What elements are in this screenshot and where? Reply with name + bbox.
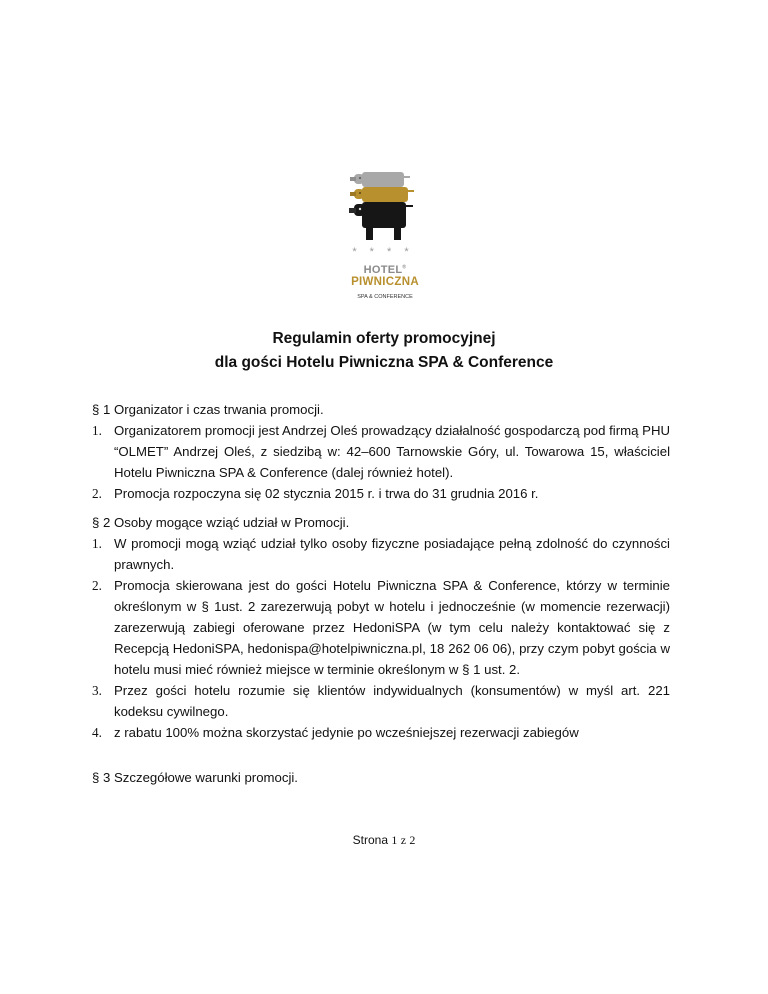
section-2-list xyxy=(92,533,670,743)
page-footer xyxy=(0,833,768,848)
document-title: Regulamin oferty promocyjnej xyxy=(272,330,496,347)
footer-page: 1 xyxy=(391,833,398,847)
list-item: 2. Promocja skierowana jest do gości Hotelu Piwniczna SPA & Conference, którzy w terminie określonym w § 1ust. 2 zarezerwują pobyt w hotelu i jednocześnie (w momencie rezerwacji) zarezerwują zabiegi oferowane przez HedoniSPA (w tym celu należy kontaktować się z Recepcją HedoniSPA, hedonispa@hotelpiwniczna.pl, 18 262 06 06), przy czym pobyt gościa w hotelu musi mieć również miejsce w terminie określonym w § 1 ust. 2. xyxy=(92,578,670,677)
section-2-heading: § 2 Osoby mogące wziąć udział w Promocji. xyxy=(92,515,350,530)
list-item: 2. Promocja rozpoczyna się 02 stycznia 2015 r. i trwa do 31 grudnia 2016 r. xyxy=(92,486,539,501)
footer-of: z xyxy=(400,833,407,847)
section-1 xyxy=(92,399,670,504)
logo-text-hotel: HOTEL® xyxy=(363,264,407,276)
logo-text-spa-conference: SPA & CONFERENCE xyxy=(357,294,413,300)
hotel-logo xyxy=(348,168,422,308)
section-3-heading: § 3 Szczegółowe warunki promocji. xyxy=(92,770,298,785)
footer-total: 2 xyxy=(409,833,416,847)
section-2 xyxy=(92,512,670,743)
boar-logo-icon xyxy=(348,168,422,246)
section-1-heading: § 1 Organizator i czas trwania promocji. xyxy=(92,402,324,417)
rating-stars: * * * * xyxy=(352,246,414,258)
list-item: 3. Przez gości hotelu rozumie się klientów indywidualnych (konsumentów) w myśl art. 221 kodeksu cywilnego. xyxy=(92,683,670,719)
section-1-list xyxy=(92,420,670,504)
section-3 xyxy=(92,767,670,788)
list-item: 1. W promocji mogą wziąć udział tylko osoby fizyczne posiadające pełną zdolność do czynności prawnych. xyxy=(92,536,670,572)
logo-text-piwniczna: PIWNICZNA xyxy=(351,276,419,288)
list-item: 1. Organizatorem promocji jest Andrzej Oleś prowadzący działalność gospodarczą pod firmą PHU “OLMET” Andrzej Oleś, z siedzibą w: 42–600 Tarnowskie Góry, ul. Towarowa 15, właściciel Hotelu Piwniczna SPA & Conference (dalej również hotel). xyxy=(92,423,670,480)
list-item: 4. z rabatu 100% można skorzystać jedynie po wcześniejszej rezerwacji zabiegów xyxy=(92,725,579,740)
document-subtitle: dla gości Hotelu Piwniczna SPA & Conference xyxy=(214,354,554,371)
footer-label: Strona xyxy=(352,833,388,847)
